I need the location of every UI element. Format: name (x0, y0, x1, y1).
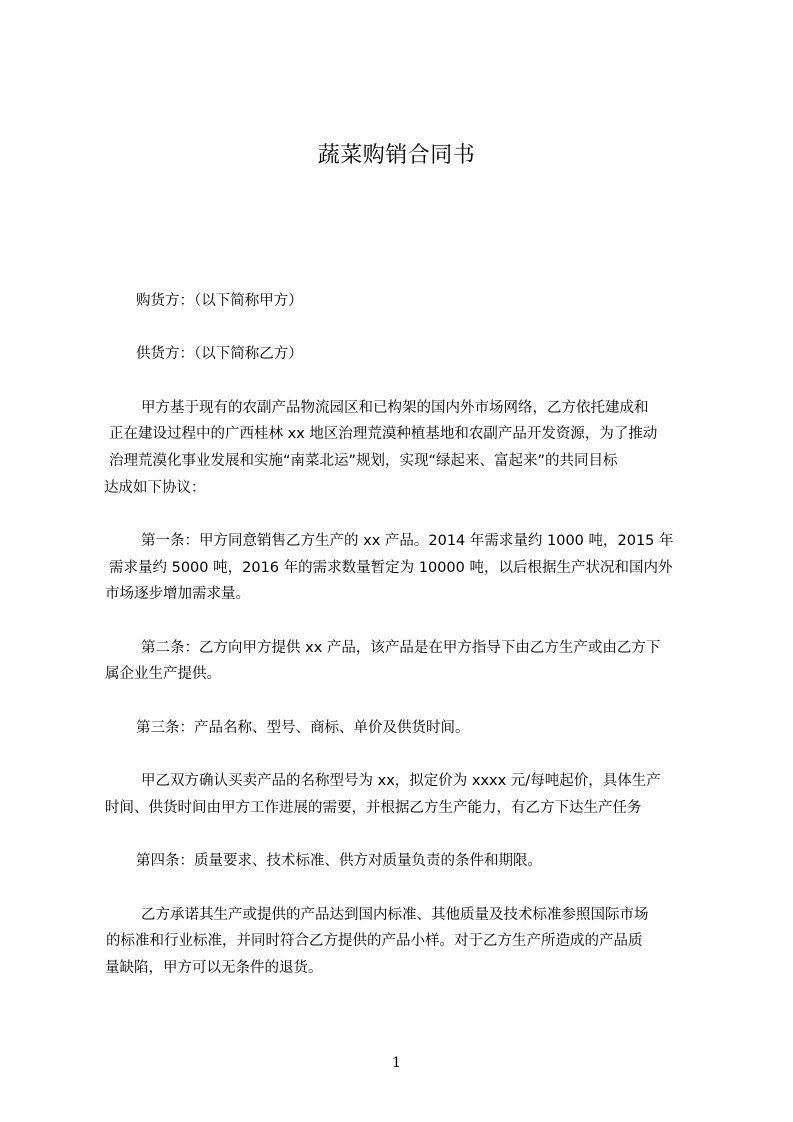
article-2-line-2: 属企业生产提供。 (105, 666, 221, 682)
article-4-body-line-2: 的标准和行业标准，并同时符合乙方提供的产品小样。对于乙方生产所造成的产品质 (106, 933, 643, 949)
article-4-body-line-3: 量缺陷，甲方可以无条件的退货。 (105, 960, 323, 976)
article-3-body-line-2: 时间、供货时间由甲方工作进展的需要，并根据乙方生产能力，有乙方下达生产任务 (105, 800, 642, 816)
article-1-line-1: 第一条：甲方同意销售乙方生产的 xx 产品。2014 年需求量约 1000 吨，2015 年 (141, 533, 674, 549)
intro-line-1: 甲方基于现有的农副产品物流园区和已构架的国内外市场网络，乙方依托建成和 (141, 400, 649, 416)
intro-line-3: 治理荒漠化事业发展和实施“南菜北运”规划，实现“绿起来、富起来”的共同目标 (109, 453, 618, 469)
article-4-body-line-1: 乙方承诺其生产或提供的产品达到国内标准、其他质量及技术标准参照国际市场 (141, 907, 649, 923)
page-number: 1 (392, 1055, 401, 1071)
buyer-line: 购货方：（以下简称甲方） (136, 293, 303, 309)
article-1-line-3: 市场逐步增加需求量。 (105, 586, 250, 602)
article-3-heading: 第三条：产品名称、型号、商标、单价及供货时间。 (136, 720, 470, 736)
article-1-line-2: 需求量约 5000 吨，2016 年的需求数量暂定为 10000 吨，以后根据生产状况和国内外 (109, 560, 673, 576)
article-3-body-line-1: 甲乙双方确认买卖产品的名称型号为 xx，拟定价为 xxxx 元/每吨起价，具体生产 (141, 773, 661, 789)
article-4-heading: 第四条：质量要求、技术标准、供方对质量负责的条件和期限。 (136, 853, 542, 869)
article-2-line-1: 第二条：乙方向甲方提供 xx 产品，该产品是在甲方指导下由乙方生产或由乙方下 (141, 640, 661, 656)
document-title: 蔬菜购销合同书 (317, 143, 476, 168)
supplier-line: 供货方：（以下简称乙方） (136, 346, 303, 362)
intro-line-2: 正在建设过程中的广西桂林 xx 地区治理荒漠种植基地和农副产品开发资源，为了推动 (109, 426, 658, 442)
intro-line-4: 达成如下协议： (104, 480, 206, 496)
